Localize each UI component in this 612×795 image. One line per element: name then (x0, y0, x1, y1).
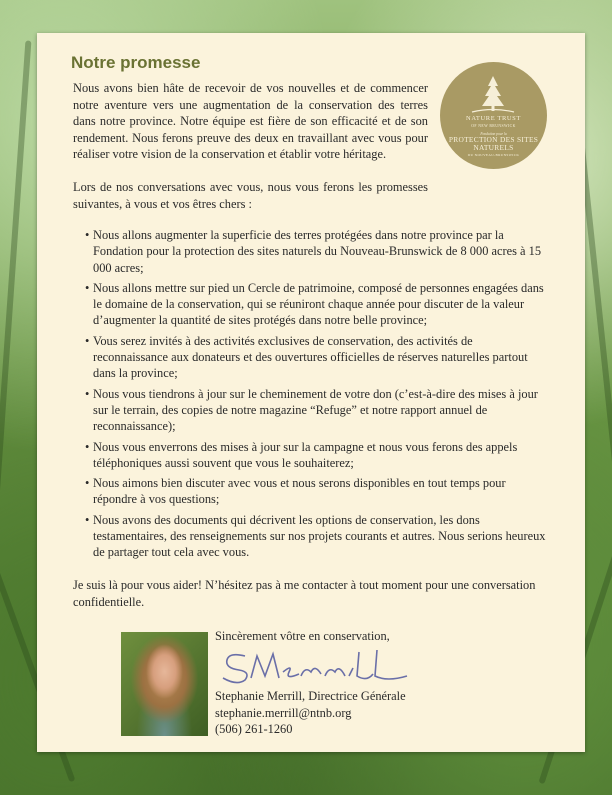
tree-icon (470, 74, 516, 114)
list-item-text: Nous vous enverrons des mises à jour sur la campagne et nous vous ferons des appels téléphoniques aussi souvent que vous le souhaiterez; (93, 439, 518, 470)
bullet-marker: • (85, 228, 90, 242)
logo-line-5: DU NOUVEAU-BRUNSWICK (467, 153, 520, 157)
logo-line-2: OF NEW BRUNSWICK (471, 124, 516, 128)
staff-photo (121, 632, 208, 736)
page-title: Notre promesse (71, 53, 201, 72)
logo-line-4: PROTECTION DES SITES NATURELS (448, 135, 539, 152)
list-item-text: Nous allons mettre sur pied un Cercle de patrimoine, composé de personnes engagées dans le domaine de la conservation, qui se réuniront chaque année pour discuter de la valeur d’augmenter la quantité de sites protégés dans notre belle province; (93, 280, 544, 328)
signature-block (215, 629, 515, 736)
list-item (85, 439, 547, 472)
sincerely-line: Sincèrement vôtre en conservation, (215, 629, 390, 643)
signer-name-title: Stephanie Merrill, Directrice Générale (215, 689, 406, 703)
list-item (85, 227, 547, 276)
signer-email: stephanie.merrill@ntnb.org (215, 705, 352, 720)
bullet-marker: • (85, 386, 90, 401)
list-item-text: Nous avons des documents qui décrivent les options de conservation, les dons testamentaires, des renseignements sur nos projets courants et autres. Nous serions heureux de partager tout cela avec vous. (93, 512, 546, 560)
list-item (85, 475, 547, 508)
list-item-text: Nous aimons bien discuter avec vous et nous serons disponibles en tout temps pour répondre à vos questions; (93, 476, 506, 507)
logo-line-1: NATURE TRUST (466, 115, 521, 122)
bullet-marker: • (85, 439, 90, 454)
list-item (85, 512, 547, 561)
list-item (85, 280, 547, 329)
bullet-marker: • (85, 333, 90, 348)
list-item (85, 386, 547, 435)
promise-card (37, 33, 585, 752)
contact-lines (215, 688, 406, 738)
list-item-text: Nous allons augmenter la superficie des terres protégées dans notre province par la Fondation pour la protection des sites naturels du Nouveau-Brunswick de 8 000 acres à 15 000 acres; (93, 228, 542, 275)
nature-trust-logo (440, 62, 547, 169)
bullet-marker: • (85, 476, 90, 491)
list-item-text: Nous vous tiendrons à jour sur le cheminement de votre don (c’est-à-dire des mises à jour sur le terrain, des copies de notre magazine “Refuge” et notre rapport annuel de reconnaissance); (93, 386, 538, 434)
list-item-text: Vous serez invités à des activités exclusives de conservation, des activités de reconnaissance aux donateurs et des ouvertures officielles de réserves naturelles partout dans la province; (93, 333, 528, 381)
lead-paragraph: Lors de nos conversations avec vous, nous vous ferons les promesses suivantes, à vous et vos êtres chers : (73, 180, 428, 211)
list-item (85, 333, 547, 382)
bullet-marker: • (85, 280, 90, 295)
intro-paragraph: Nous avons bien hâte de recevoir de vos nouvelles et de commencer notre aventure vers une augmentation de la conservation des terres dans notre province. Notre équipe est fière de son efficacité et de son rendement. Nous ferons preuve des deux en travaillant avec vous pour réaliser votre vision de la conservation et établir votre héritage. (73, 81, 428, 162)
promise-list (85, 227, 547, 565)
closing-paragraph: Je suis là pour vous aider! N’hésitez pas à me contacter à tout moment pour une conversation confidentielle. (73, 578, 536, 609)
logo-line-3: Fondation pour la (480, 132, 507, 136)
handwritten-signature (217, 646, 417, 686)
bullet-marker: • (85, 512, 90, 527)
signer-phone: (506) 261-1260 (215, 722, 293, 736)
